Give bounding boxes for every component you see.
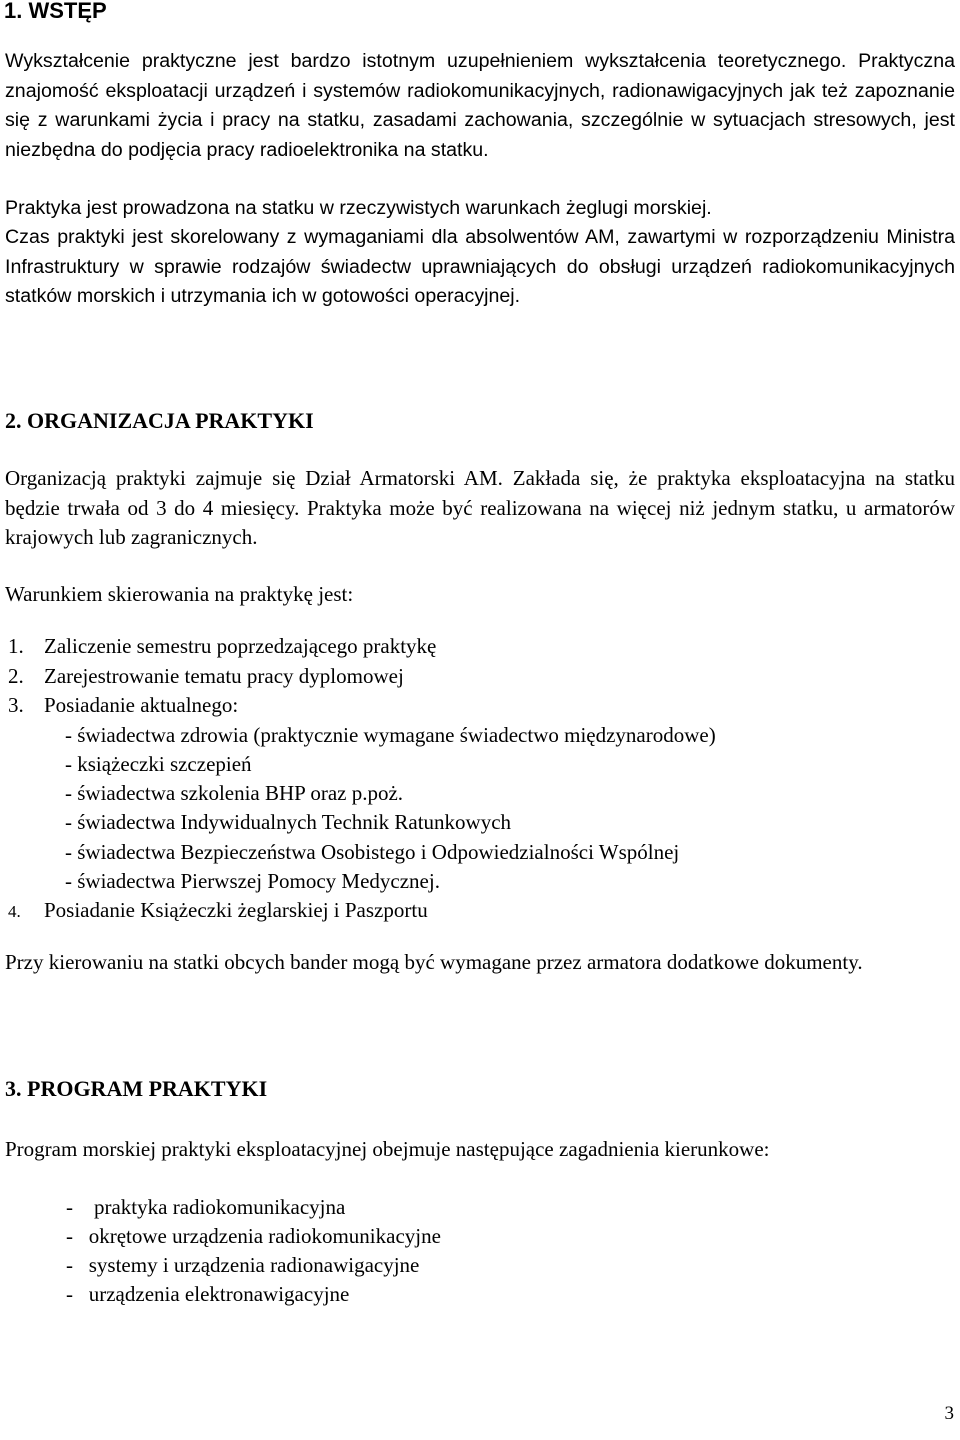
sub-list-item: - świadectwa Pierwszej Pomocy Medycznej. xyxy=(65,869,440,893)
list-item-number: 2. xyxy=(8,664,24,688)
sub-list-item: - świadectwa zdrowia (praktycznie wymagane świadectwo międzynarodowe) xyxy=(65,723,716,747)
list-item xyxy=(8,896,428,927)
list-item-number: 3. xyxy=(8,693,24,717)
sub-list-item: - świadectwa szkolenia BHP oraz p.poż. xyxy=(65,781,404,805)
list-item-text: Zarejestrowanie tematu pracy dyplomowej xyxy=(44,664,404,688)
program-list-item: - urządzenia elektronawigacyjne xyxy=(66,1282,350,1306)
section-1-heading: 1. WSTĘP xyxy=(4,0,107,23)
list-item-number: 4. xyxy=(8,902,21,921)
program-intro: Program morskiej praktyki eksploatacyjnej obejmuje następujące zagadnienia kierunkowe: xyxy=(5,1137,770,1161)
list-item xyxy=(8,662,404,692)
list-item xyxy=(8,632,436,662)
section-2-paragraph-2: Przy kierowaniu na statki obcych bander mogą być wymagane przez armatora dodatkowe dokumenty. xyxy=(5,950,863,974)
section-2-paragraph-1: Organizacją praktyki zajmuje się Dział Armatorski AM. Zakłada się, że praktyka eksploatacyjna na statku będzie trwała od 3 do 4 miesięcy. Praktyka może być realizowana na więcej niż jednym statku, u armatorów krajowych lub zagranicznych. xyxy=(5,466,955,550)
page-number: 3 xyxy=(944,1403,954,1424)
program-list-item: - praktyka radiokomunikacyjna xyxy=(66,1195,346,1219)
section-1-paragraph-3: Czas praktyki jest skorelowany z wymaganiami dla absolwentów AM, zawartymi w rozporządzeniu Ministra Infrastruktury w sprawie rodzajów świadectw uprawniających do obsługi urządzeń radiokomunikacyjnych statków morskich i utrzymania ich w gotowości operacyjnej. xyxy=(5,226,955,308)
sub-list-item: - świadectwa Indywidualnych Technik Ratunkowych xyxy=(65,810,512,834)
list-item-number: 1. xyxy=(8,634,24,658)
program-list-item: - systemy i urządzenia radionawigacyjne xyxy=(66,1253,420,1277)
list-item-text: Zaliczenie semestru poprzedzającego praktykę xyxy=(44,634,437,658)
section-3-heading: 3. PROGRAM PRAKTYKI xyxy=(5,1076,268,1101)
sub-list-item: - książeczki szczepień xyxy=(65,752,252,776)
sub-list-item: - świadectwa Bezpieczeństwa Osobistego i Odpowiedzialności Wspólnej xyxy=(65,840,680,864)
section-2-heading: 2. ORGANIZACJA PRAKTYKI xyxy=(5,408,314,433)
list-item xyxy=(8,691,238,721)
program-list-item: - okrętowe urządzenia radiokomunikacyjne xyxy=(66,1224,441,1248)
section-1-paragraph-1: Wykształcenie praktyczne jest bardzo istotnym uzupełnieniem wykształcenia teoretycznego. Praktyczna znajomość eksploatacji urządzeń i systemów radiokomunikacyjnych, radionawigacyjnych jak też zapoznanie się z warunkami życia i pracy na statku, zasadami zachowania, szczególnie w sytuacjach stresowych, jest niezbędna do podjęcia pracy radioelektronika na statku. xyxy=(5,50,955,161)
list-item-text: Posiadanie aktualnego: xyxy=(44,693,239,717)
section-1-paragraph-2: Praktyka jest prowadzona na statku w rzeczywistych warunkach żeglugi morskiej. xyxy=(5,197,712,219)
list-item-text: Posiadanie Książeczki żeglarskiej i Paszportu xyxy=(44,898,428,922)
conditions-intro: Warunkiem skierowania na praktykę jest: xyxy=(5,582,354,606)
